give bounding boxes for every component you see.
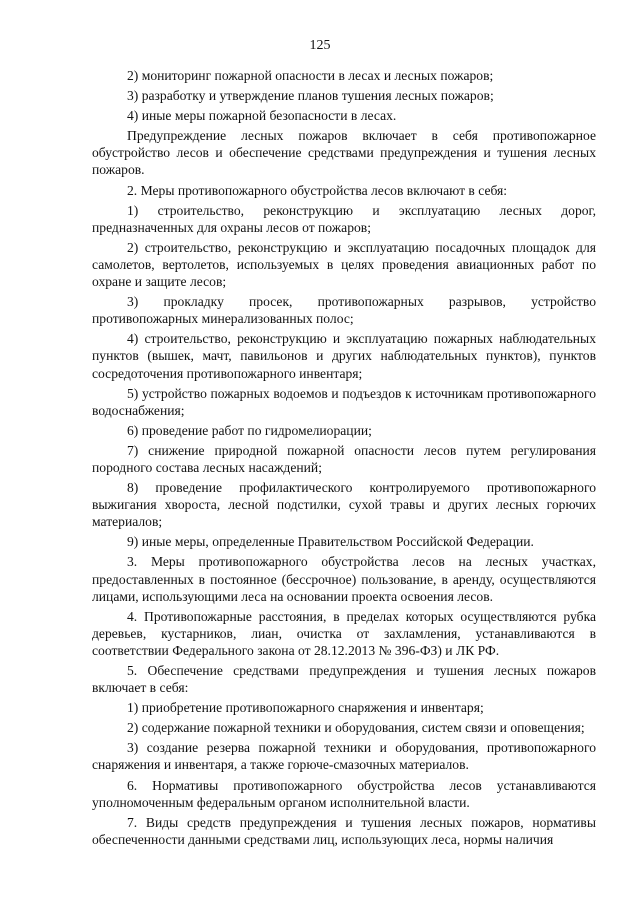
paragraph: 2) строительство, реконструкцию и эксплуатацию посадочных площадок для самолетов, вертолетов, используемых в целях проведения авиационных работ по охране и защите лесов; — [92, 239, 596, 290]
paragraph: 4) строительство, реконструкцию и эксплуатацию пожарных наблюдательных пунктов (вышек, мачт, павильонов и других наблюдательных пунктов), пунктов сосредоточения противопожарного инвентаря; — [92, 331, 596, 381]
paragraph: 3) создание резерва пожарной техники и оборудования, противопожарного снаряжения и инвентаря, а также горюче-смазочных материалов. — [92, 740, 596, 773]
paragraph: 3) прокладку просек, противопожарных разрывов, устройство противопожарных минерализованных полос; — [92, 294, 596, 327]
paragraph: 7) снижение природной пожарной опасности лесов путем регулирования породного состава лесных насаждений; — [92, 442, 596, 475]
paragraph: 3. Меры противопожарного обустройства лесов на лесных участках, предоставленных в постоянное (бессрочное) пользование, в аренду, осуществляются лицами, использующими леса на основании проекта освоения лесов. — [92, 554, 596, 604]
document-body — [92, 67, 596, 848]
paragraph: 3) разработку и утверждение планов тушения лесных пожаров; — [127, 88, 494, 104]
paragraph: 6. Нормативы противопожарного обустройства лесов устанавливаются уполномоченным федеральным органом исполнительной власти. — [92, 777, 596, 810]
paragraph: 2) содержание пожарной техники и оборудования, систем связи и оповещения; — [127, 720, 585, 736]
paragraph: 2) мониторинг пожарной опасности в лесах и лесных пожаров; — [127, 68, 494, 83]
paragraph: 1) строительство, реконструкцию и эксплуатацию лесных дорог, предназначенных для охраны лесов от пожаров; — [92, 202, 596, 235]
paragraph: 2. Меры противопожарного обустройства лесов включают в себя: — [127, 182, 508, 198]
paragraph: 5) устройство пожарных водоемов и подъездов к источникам противопожарного водоснабжения; — [92, 385, 596, 418]
paragraph: 4. Противопожарные расстояния, в пределах которых осуществляются рубка деревьев, кустарников, лиан, очистка от захламления, устанавливаются в соответствии Федерального закона от 28.12.2013 № 396-ФЗ) и ЛК РФ. — [92, 608, 596, 658]
paragraph: Предупреждение лесных пожаров включает в себя противопожарное обустройство лесов и обеспечение средствами предупреждения и тушения лесных пожаров. — [92, 128, 596, 178]
paragraph: 7. Виды средств предупреждения и тушения лесных пожаров, нормативы обеспеченности данными средствами лиц, использующих леса, нормы наличия — [92, 814, 596, 847]
paragraph: 9) иные меры, определенные Правительством Российской Федерации. — [127, 534, 534, 550]
paragraph: 1) приобретение противопожарного снаряжения и инвентаря; — [127, 700, 484, 716]
paragraph: 5. Обеспечение средствами предупреждения и тушения лесных пожаров включает в себя: — [92, 663, 596, 696]
paragraph: 8) проведение профилактического контролируемого противопожарного выжигания хвороста, лесной подстилки, сухой травы и других лесных горючих материалов; — [92, 480, 596, 530]
paragraph: 4) иные меры пожарной безопасности в лесах. — [127, 108, 397, 124]
page-number: 125 — [309, 38, 331, 53]
paragraph: 6) проведение работ по гидромелиорации; — [127, 422, 372, 438]
